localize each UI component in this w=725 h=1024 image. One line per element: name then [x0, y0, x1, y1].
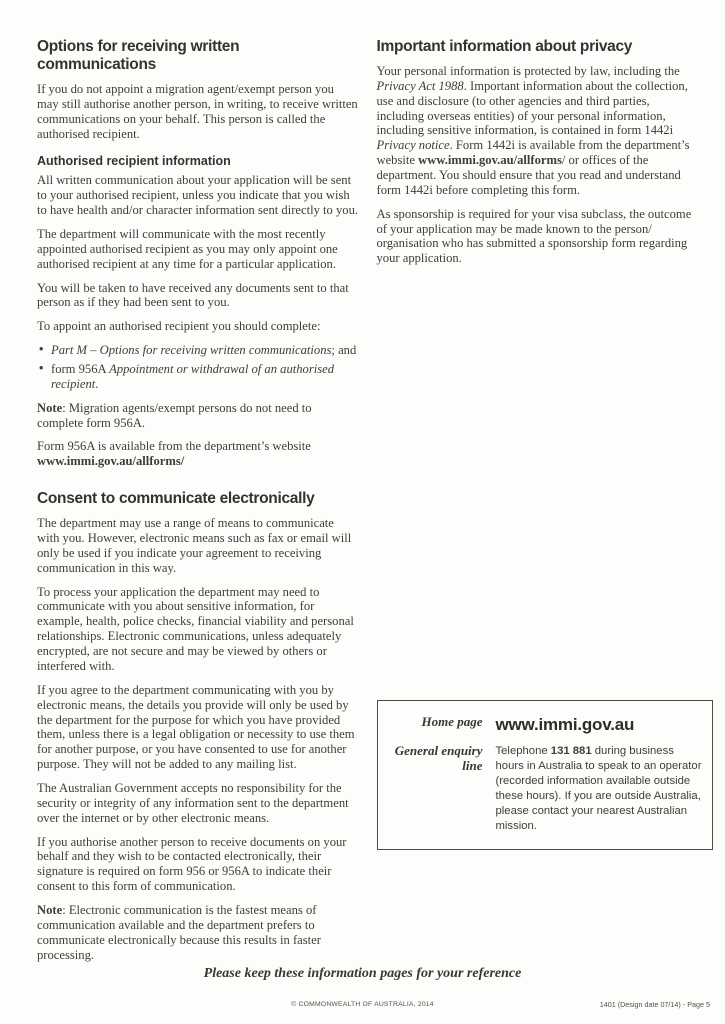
bullet-item-part-m — [37, 343, 359, 358]
paragraph: You will be taken to have received any documents sent to that person as if they had been sent to you. — [37, 280, 349, 310]
italic-run: Part M – Options for receiving written communications — [51, 343, 332, 358]
footer-reference-note: Please keep these information pages for your reference — [203, 966, 522, 981]
paragraph: If you authorise another person to receive documents on your behalf and they wish to be contacted electronically, their signature is required on form 956 or 956A to indicate their consent to this form of communication. — [37, 834, 347, 894]
note-label: Note — [37, 400, 63, 415]
contact-info-box — [377, 700, 713, 850]
bullet-list — [37, 343, 359, 392]
note-paragraph — [37, 903, 359, 962]
paragraph-form-956a-website — [37, 439, 359, 469]
text-run: . Important information about the collection, use and disclosure (to other agencies and third parties, including overseas entities) of your personal information, including sensitive information, is contained in form 1442i — [376, 78, 688, 138]
text-run: Telephone — [495, 745, 551, 757]
text-run: : Migration agents/exempt persons do not need to complete form 956A. — [37, 400, 312, 430]
paragraph: If you do not appoint a migration agent/exempt person you may still authorise another person, in writing, to receive written communications on your behalf. This person is called the authorised recipient. — [37, 82, 358, 141]
general-enquiry-label: General enquiry line — [394, 743, 483, 773]
paragraph: To appoint an authorised recipient you should complete: — [37, 319, 321, 334]
home-page-url: www.immi.gov.au — [495, 715, 635, 734]
text-run: Form 956A is available from the department’s website — [37, 439, 311, 454]
footer-form-page-number: 1401 (Design date 07/14) - Page 5 — [599, 1000, 710, 1009]
note-label: Note — [37, 902, 63, 917]
paragraph: The department will communicate with the most recently appointed authorised recipient as you may only appoint one authorised recipient at any time for a particular application. — [37, 227, 338, 271]
two-column-layout — [37, 38, 702, 971]
left-column — [37, 38, 359, 971]
home-page-label: Home page — [421, 714, 483, 729]
paragraph: To process your application the department may need to communicate with you about sensitive information, for example, health, police checks, financial viability and personal relationships. Electronic communications, unless adequately encrypted, are not secure and may be viewed by others or interfered with. — [37, 584, 354, 673]
italic-run: Appointment or withdrawal of an authorised recipient — [51, 362, 335, 391]
subheading-authorised-recipient: Authorised recipient information — [37, 154, 231, 169]
section-heading-consent-electronic: Consent to communicate electronically — [37, 490, 315, 508]
phone-number: 131 881 — [550, 745, 592, 757]
footer-copyright: © COMMONWEALTH OF AUSTRALIA, 2014 — [291, 1001, 434, 1008]
text-run: Your personal information is protected by law, including the — [376, 64, 680, 78]
paragraph-privacy — [377, 64, 699, 198]
italic-run-privacy-notice: Privacy notice — [376, 138, 450, 153]
allforms-url: www.immi.gov.au/allforms/ — [37, 454, 185, 469]
paragraph: If you agree to the department communicating with you by electronic means, the details you provide will only be used by the department for the purpose for which you have provided them, unless there is a legal obligation or necessity to use them for another purpose, or you have consented to use for another purpose. They will not be added to any mailing list. — [37, 682, 355, 772]
text-run: / or offices of the department. You should ensure that you read and understand form 1442i before completing this form. — [376, 153, 681, 197]
text-run: . Form 1442i is available from the department’s website — [376, 138, 690, 168]
text-run: during business hours in Australia to speak to an operator (recorded information available outside these hours). If you are outside Australia, please contact your nearest Australian mission. — [495, 745, 702, 832]
italic-run-privacy-act: Privacy Act 1988 — [376, 78, 464, 93]
text-run: . — [95, 376, 99, 391]
text-run: form 956A — [51, 362, 110, 377]
note-paragraph — [37, 401, 359, 431]
section-heading-written-communications: Options for receiving written communications — [37, 38, 240, 73]
paragraph: The department may use a range of means to communicate with you. However, electronic means such as fax or email will only be used if you indicate your agreement to receiving communication in this way. — [37, 516, 352, 575]
general-enquiry-details — [496, 744, 702, 833]
section-heading-privacy: Important information about privacy — [376, 38, 633, 55]
text-run: : Electronic communication is the fastest means of communication available and the department prefers to communicate electronically because this results in faster processing. — [37, 902, 321, 962]
right-column — [376, 38, 702, 971]
paragraph: The Australian Government accepts no responsibility for the security or integrity of any information sent to the department over the internet or by other electronic means. — [37, 780, 349, 825]
text-run: ; and — [331, 343, 357, 358]
paragraph-sponsorship: As sponsorship is required for your visa subclass, the outcome of your application may be made known to the person/ organisation who has submitted a sponsorship form regarding your application. — [376, 206, 692, 266]
paragraph: All written communication about your application will be sent to your authorised recipient, unless you indicate that you wish to have health and/or character information sent directly to you. — [37, 173, 359, 218]
bullet-item-form-956a — [37, 362, 359, 392]
allforms-url: www.immi.gov.au/allforms — [418, 153, 562, 168]
